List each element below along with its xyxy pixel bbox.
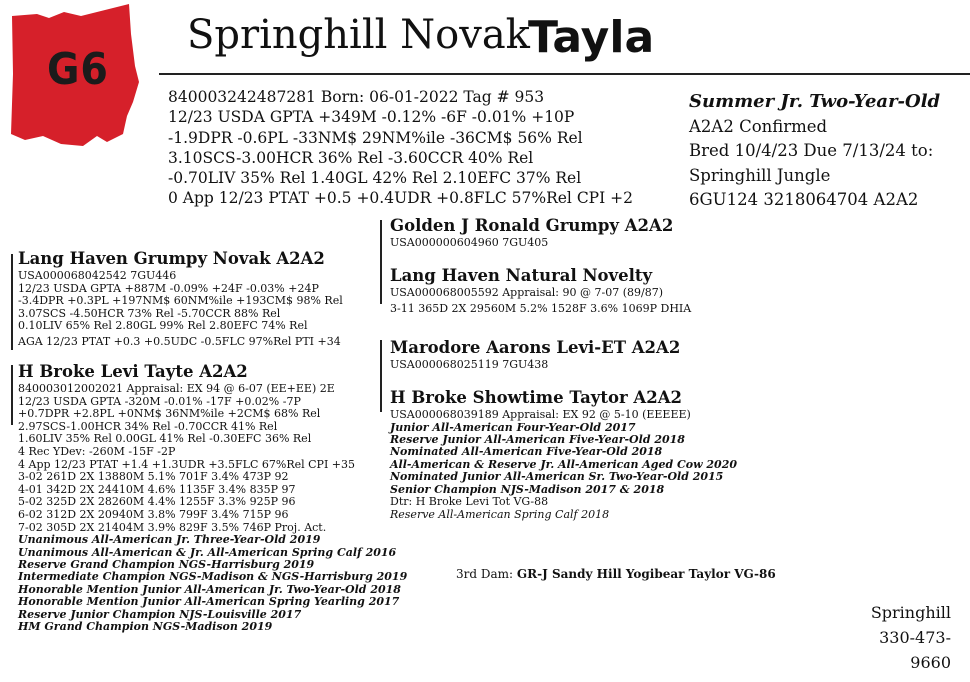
- sire-side-bracket: [380, 220, 382, 304]
- farm-name: Springhill: [870, 603, 951, 622]
- sire-bracket: [11, 254, 13, 350]
- info-line: 3.10SCS-3.00HCR 36% Rel -3.60CCR 40% Rel: [168, 148, 534, 167]
- dam-sire-line: USA000068025119 7GU438: [390, 358, 549, 371]
- dam-line: 4 App 12/23 PTAT +1.4 +1.3UDR +3.5FLC 67%Rel CPI +35: [18, 457, 356, 471]
- dam-name: H Broke Levi Tayte A2A2: [18, 362, 248, 381]
- breeding-line: Springhill Jungle: [689, 165, 831, 185]
- dam-line: 2.97SCS-1.00HCR 34% Rel -0.70CCR 41% Rel: [18, 419, 278, 433]
- sire-dam-line: 3-11 365D 2X 29560M 5.2% 1528F 3.6% 1069P DHIA: [390, 301, 692, 315]
- lot-number: G6: [47, 44, 109, 95]
- sire-line: 0.10LIV 65% Rel 2.80GL 99% Rel 2.80EFC 74% Rel: [18, 319, 308, 333]
- title-rule: [159, 73, 970, 75]
- info-line: -0.70LIV 35% Rel 1.40GL 42% Rel 2.10EFC 37% Rel: [168, 169, 582, 188]
- dam-award: Honorable Mention Junior All-American Jr. Two-Year-Old 2018: [18, 582, 401, 596]
- third-dam-label: 3rd Dam:: [456, 567, 514, 581]
- cow-name-prefix: Springhill Novak: [187, 12, 530, 58]
- dam-line: 7-02 305D 2X 21404M 3.9% 829F 3.5% 746P Proj. Act.: [18, 520, 327, 534]
- info-line: 12/23 USDA GPTA +349M -0.12% -6F -0.01% +10P: [168, 108, 575, 127]
- breeding-line: A2A2 Confirmed: [689, 116, 828, 136]
- third-dam: [456, 567, 776, 581]
- dam-dam-award: Nominated Junior All-American Sr. Two-Year-Old 2015: [390, 470, 724, 484]
- dam-bracket: [11, 365, 13, 425]
- dam-dam-award: Reserve Junior All-American Five-Year-Old 2018: [390, 433, 685, 446]
- dam-sire-block: [390, 338, 680, 372]
- sire-block: [18, 249, 343, 349]
- dam-dam-daughter: Dtr: H Broke Levi Tot VG-88: [390, 495, 549, 509]
- info-line: -1.9DPR -0.6PL -33NM$ 29NM%ile -36CM$ 56% Rel: [168, 128, 583, 147]
- breeding-line: Bred 10/4/23 Due 7/13/24 to:: [689, 141, 934, 160]
- main-info: [168, 87, 633, 209]
- breeding-info: [689, 90, 940, 213]
- dam-line: 5-02 325D 2X 28260M 4.4% 1255F 3.3% 925P 96: [18, 495, 296, 509]
- dam-award: Unanimous All-American & Jr. All-American Spring Calf 2016: [18, 545, 397, 559]
- info-line: 840003242487281 Born: 06-01-2022 Tag # 953: [168, 88, 545, 106]
- dam-line: +0.7DPR +2.8PL +0NM$ 36NM%ile +2CM$ 68% Rel: [18, 407, 321, 421]
- sire-dam-line: USA000068005592 Appraisal: 90 @ 7-07 (89/87): [390, 286, 663, 299]
- dam-line: 4-01 342D 2X 24410M 4.6% 1135F 3.4% 835P 97: [18, 482, 296, 496]
- dam-line: 3-02 261D 2X 13880M 5.1% 701F 3.4% 473P 92: [18, 470, 289, 484]
- dam-award: Reserve Junior Champion NJS-Louisville 2017: [18, 607, 302, 621]
- dam-dam-award: Senior Champion NJS-Madison 2017 & 2018: [390, 482, 665, 496]
- dam-block: [18, 362, 407, 633]
- sire-sire-line: USA000000604960 7GU405: [390, 236, 549, 249]
- breeding-line: 6GU124 3218064704 A2A2: [689, 190, 919, 209]
- class-heading: Summer Jr. Two-Year-Old: [689, 91, 941, 112]
- sire-line: AGA 12/23 PTAT +0.3 +0.5UDC -0.5FLC 97%Rel PTI +34: [18, 334, 341, 348]
- sire-name: Lang Haven Grumpy Novak A2A2: [18, 249, 325, 268]
- dam-dam-award: Junior All-American Four-Year-Old 2017: [390, 420, 636, 434]
- dam-line: 12/23 USDA GPTA -320M -0.01% -17F +0.02% -7P: [18, 394, 301, 408]
- phone-number: 330-473-9660: [879, 628, 951, 672]
- dam-dam-block: [390, 388, 737, 521]
- sire-dam-name: Lang Haven Natural Novelty: [390, 266, 653, 285]
- dam-dam-extra: Reserve All-American Spring Calf 2018: [390, 507, 610, 521]
- info-line: 0 App 12/23 PTAT +0.5 +0.4UDR +0.8FLC 57%Rel CPI +2: [168, 189, 634, 208]
- dam-dam-name: H Broke Showtime Taytor A2A2: [390, 388, 682, 407]
- dam-dam-award: Nominated All-American Five-Year-Old 2018: [390, 445, 663, 459]
- sire-line: -3.4DPR +0.3PL +197NM$ 60NM%ile +193CM$ 98% Rel: [18, 294, 343, 308]
- dam-dam-line: USA000068039189 Appraisal: EX 92 @ 5-10 (EEEEE): [390, 408, 691, 421]
- sire-sire-block: [390, 216, 673, 250]
- third-dam-name: GR-J Sandy Hill Yogibear Taylor VG-86: [516, 567, 776, 581]
- dam-line: 4 Rec YDev: -260M -15F -2P: [18, 444, 176, 458]
- dam-award: Intermediate Champion NGS-Madison & NGS-Harrisburg 2019: [18, 570, 408, 584]
- dam-line: 1.60LIV 35% Rel 0.00GL 41% Rel -0.30EFC 36% Rel: [18, 432, 312, 446]
- sire-line: 12/23 USDA GPTA +887M -0.09% +24F -0.03% +24P: [18, 281, 319, 295]
- cow-name: Tayla: [528, 12, 655, 63]
- sire-line: USA000068042542 7GU446: [18, 269, 177, 282]
- contact: [845, 600, 951, 675]
- dam-award: Unanimous All-American Jr. Three-Year-Old 2019: [18, 533, 321, 547]
- sire-dam-block: [390, 266, 691, 315]
- dam-award: HM Grand Champion NGS-Madison 2019: [18, 619, 273, 633]
- dam-award: Reserve Grand Champion NGS-Harrisburg 2019: [18, 557, 315, 571]
- dam-line: 6-02 312D 2X 20940M 3.8% 799F 3.4% 715P 96: [18, 507, 289, 521]
- sire-sire-name: Golden J Ronald Grumpy A2A2: [390, 216, 674, 235]
- sire-line: 3.07SCS -4.50HCR 73% Rel -5.70CCR 88% Rel: [18, 306, 281, 320]
- dam-sire-name: Marodore Aarons Levi-ET A2A2: [390, 338, 681, 357]
- dam-dam-award: All-American & Reserve Jr. All-American Aged Cow 2020: [390, 457, 738, 471]
- dam-award: Honorable Mention Junior All-American Spring Yearling 2017: [18, 595, 400, 609]
- dam-line: 840003012002021 Appraisal: EX 94 @ 6-07 (EE+EE) 2E: [18, 382, 335, 395]
